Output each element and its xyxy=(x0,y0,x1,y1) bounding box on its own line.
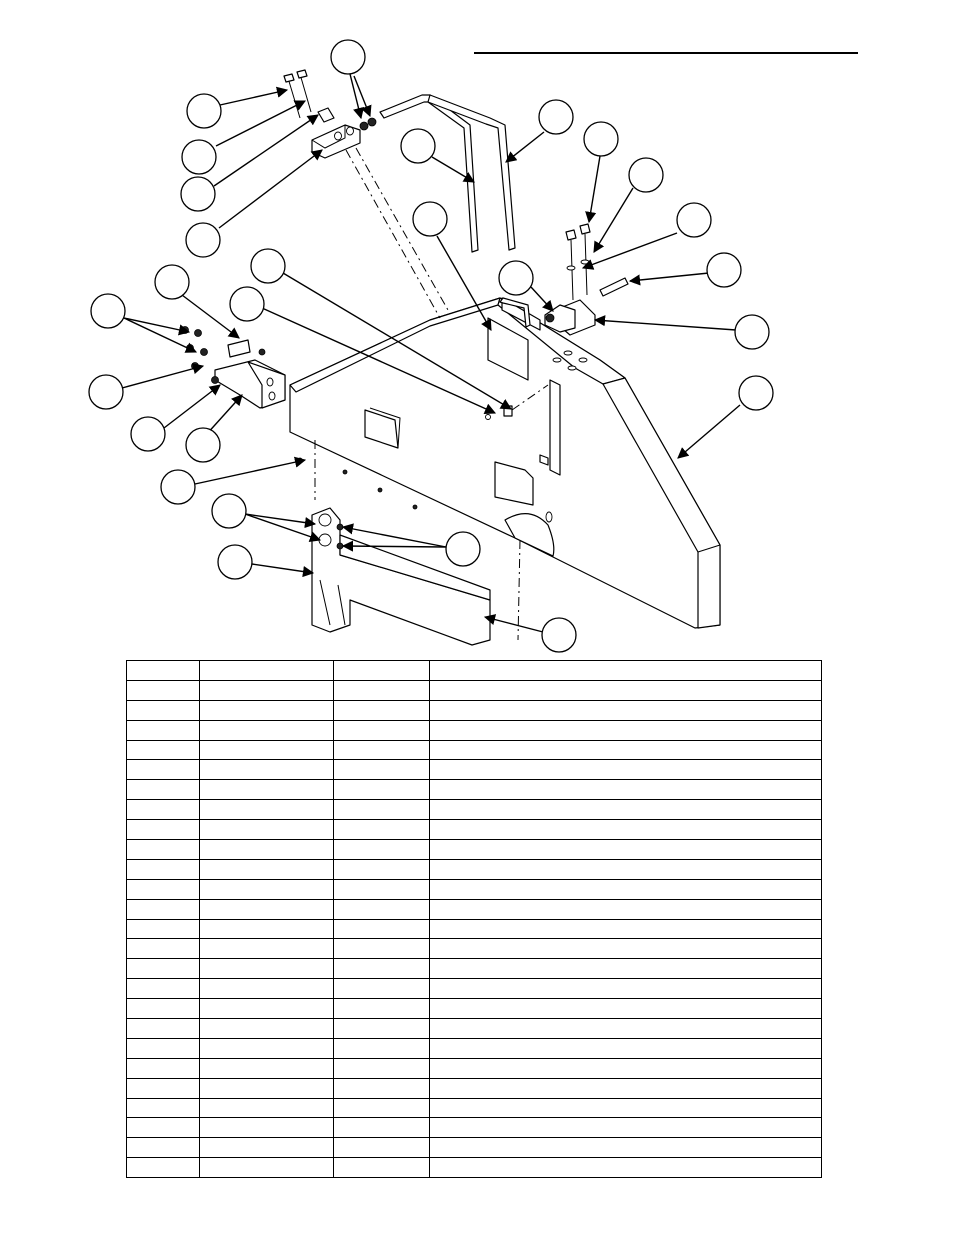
table-row xyxy=(127,959,822,979)
callout-balloon xyxy=(182,140,216,174)
table-cell xyxy=(430,820,822,840)
callout-balloon xyxy=(331,40,365,74)
table-row xyxy=(127,899,822,919)
table-cell xyxy=(200,859,334,879)
table-cell xyxy=(334,661,430,681)
top-bracket-assembly xyxy=(284,70,376,158)
callout-balloon xyxy=(187,94,221,128)
table-cell xyxy=(200,1058,334,1078)
table-row xyxy=(127,1158,822,1178)
callout-balloon xyxy=(212,494,246,528)
table-cell xyxy=(200,1078,334,1098)
callout-balloon xyxy=(89,375,123,409)
table-row xyxy=(127,1038,822,1058)
table-row xyxy=(127,1138,822,1158)
table-cell xyxy=(430,939,822,959)
parts-list-table xyxy=(126,660,822,1178)
table-cell xyxy=(334,680,430,700)
table-cell xyxy=(430,700,822,720)
table-cell xyxy=(200,800,334,820)
table-row xyxy=(127,800,822,820)
table-cell xyxy=(200,661,334,681)
table-cell xyxy=(334,720,430,740)
table-cell xyxy=(200,879,334,899)
table-cell xyxy=(334,859,430,879)
table-cell xyxy=(127,879,200,899)
table-row xyxy=(127,939,822,959)
callout-balloon xyxy=(161,470,195,504)
table-cell xyxy=(430,840,822,860)
table-cell xyxy=(200,700,334,720)
table-cell xyxy=(430,661,822,681)
callout-balloon xyxy=(218,545,252,579)
table-cell xyxy=(430,760,822,780)
table-row xyxy=(127,740,822,760)
callout-balloon xyxy=(186,223,220,257)
table-cell xyxy=(430,1138,822,1158)
table-cell xyxy=(430,1118,822,1138)
table-cell xyxy=(200,959,334,979)
table-cell xyxy=(334,959,430,979)
table-cell xyxy=(200,720,334,740)
table-cell xyxy=(430,1038,822,1058)
table-cell xyxy=(127,1038,200,1058)
table-row xyxy=(127,840,822,860)
callout-balloon xyxy=(401,129,435,163)
table-cell xyxy=(200,999,334,1019)
table-cell xyxy=(127,820,200,840)
table-cell xyxy=(127,979,200,999)
handle-tube xyxy=(380,95,515,252)
lower-guard xyxy=(312,508,490,645)
callout-balloon xyxy=(739,376,773,410)
table-cell xyxy=(430,919,822,939)
table-cell xyxy=(127,700,200,720)
table-cell xyxy=(200,899,334,919)
table-cell xyxy=(200,780,334,800)
table-cell xyxy=(200,820,334,840)
table-cell xyxy=(127,1019,200,1039)
table-cell xyxy=(334,1019,430,1039)
table-cell xyxy=(430,1078,822,1098)
table-cell xyxy=(334,979,430,999)
table-cell xyxy=(334,800,430,820)
table-row xyxy=(127,700,822,720)
table-cell xyxy=(127,939,200,959)
table-row xyxy=(127,720,822,740)
callout-balloon xyxy=(735,315,769,349)
table-cell xyxy=(200,680,334,700)
table-cell xyxy=(334,939,430,959)
table-cell xyxy=(334,999,430,1019)
table-cell xyxy=(127,800,200,820)
table-cell xyxy=(200,919,334,939)
table-cell xyxy=(430,800,822,820)
table-row xyxy=(127,820,822,840)
table-cell xyxy=(430,899,822,919)
table-cell xyxy=(127,1118,200,1138)
table-cell xyxy=(127,840,200,860)
table-cell xyxy=(200,760,334,780)
table-cell xyxy=(334,1138,430,1158)
table-row xyxy=(127,859,822,879)
table-cell xyxy=(334,780,430,800)
table-row xyxy=(127,680,822,700)
table-cell xyxy=(334,1158,430,1178)
table-cell xyxy=(127,780,200,800)
callout-balloon xyxy=(186,428,220,462)
table-cell xyxy=(127,1098,200,1118)
table-cell xyxy=(200,939,334,959)
callout-balloon xyxy=(499,261,533,295)
table-cell xyxy=(200,840,334,860)
callout-balloon xyxy=(413,202,447,236)
callout-balloon xyxy=(584,122,618,156)
table-cell xyxy=(430,999,822,1019)
table-cell xyxy=(334,919,430,939)
table-cell xyxy=(200,1019,334,1039)
parts-list-body xyxy=(127,661,822,1178)
table-cell xyxy=(334,700,430,720)
table-cell xyxy=(127,1138,200,1158)
table-cell xyxy=(334,760,430,780)
table-cell xyxy=(430,979,822,999)
table-row xyxy=(127,999,822,1019)
callout-balloon xyxy=(629,158,663,192)
callout-balloon xyxy=(539,100,573,134)
table-row xyxy=(127,879,822,899)
table-cell xyxy=(127,720,200,740)
table-row xyxy=(127,1019,822,1039)
table-cell xyxy=(334,840,430,860)
table-cell xyxy=(200,1158,334,1178)
table-cell xyxy=(430,1019,822,1039)
table-row xyxy=(127,661,822,681)
table-cell xyxy=(430,680,822,700)
callout-balloon xyxy=(91,294,125,328)
table-row xyxy=(127,780,822,800)
table-row xyxy=(127,919,822,939)
table-cell xyxy=(430,720,822,740)
table-cell xyxy=(430,1158,822,1178)
callout-balloon xyxy=(230,287,264,321)
table-cell xyxy=(430,1058,822,1078)
table-cell xyxy=(334,879,430,899)
table-row xyxy=(127,1078,822,1098)
table-cell xyxy=(127,899,200,919)
table-cell xyxy=(334,820,430,840)
table-cell xyxy=(334,1118,430,1138)
table-cell xyxy=(127,1158,200,1178)
callout-balloon xyxy=(155,265,189,299)
callout-balloon xyxy=(542,618,576,652)
table-cell xyxy=(430,859,822,879)
table-cell xyxy=(200,1038,334,1058)
table-cell xyxy=(127,1078,200,1098)
table-cell xyxy=(334,1038,430,1058)
table-cell xyxy=(127,680,200,700)
callout-balloon xyxy=(131,417,165,451)
table-cell xyxy=(334,740,430,760)
table-cell xyxy=(430,740,822,760)
table-cell xyxy=(200,979,334,999)
callout-balloon xyxy=(446,532,480,566)
table-cell xyxy=(334,1098,430,1118)
table-cell xyxy=(127,661,200,681)
table-cell xyxy=(430,1098,822,1118)
table-cell xyxy=(127,919,200,939)
table-row xyxy=(127,1058,822,1078)
callout-balloon xyxy=(707,253,741,287)
table-cell xyxy=(200,740,334,760)
callout-balloon xyxy=(251,249,285,283)
table-cell xyxy=(200,1138,334,1158)
table-cell xyxy=(200,1098,334,1118)
callout-balloon xyxy=(181,177,215,211)
table-cell xyxy=(127,859,200,879)
table-cell xyxy=(430,780,822,800)
table-cell xyxy=(334,899,430,919)
table-cell xyxy=(127,959,200,979)
table-row xyxy=(127,1098,822,1118)
table-row xyxy=(127,979,822,999)
table-cell xyxy=(127,1058,200,1078)
table-cell xyxy=(334,1058,430,1078)
table-cell xyxy=(200,1118,334,1138)
table-cell xyxy=(430,879,822,899)
table-cell xyxy=(127,740,200,760)
table-cell xyxy=(127,760,200,780)
table-row xyxy=(127,1118,822,1138)
callout-balloon xyxy=(677,203,711,237)
table-cell xyxy=(430,959,822,979)
table-row xyxy=(127,760,822,780)
table-cell xyxy=(127,999,200,1019)
table-cell xyxy=(334,1078,430,1098)
